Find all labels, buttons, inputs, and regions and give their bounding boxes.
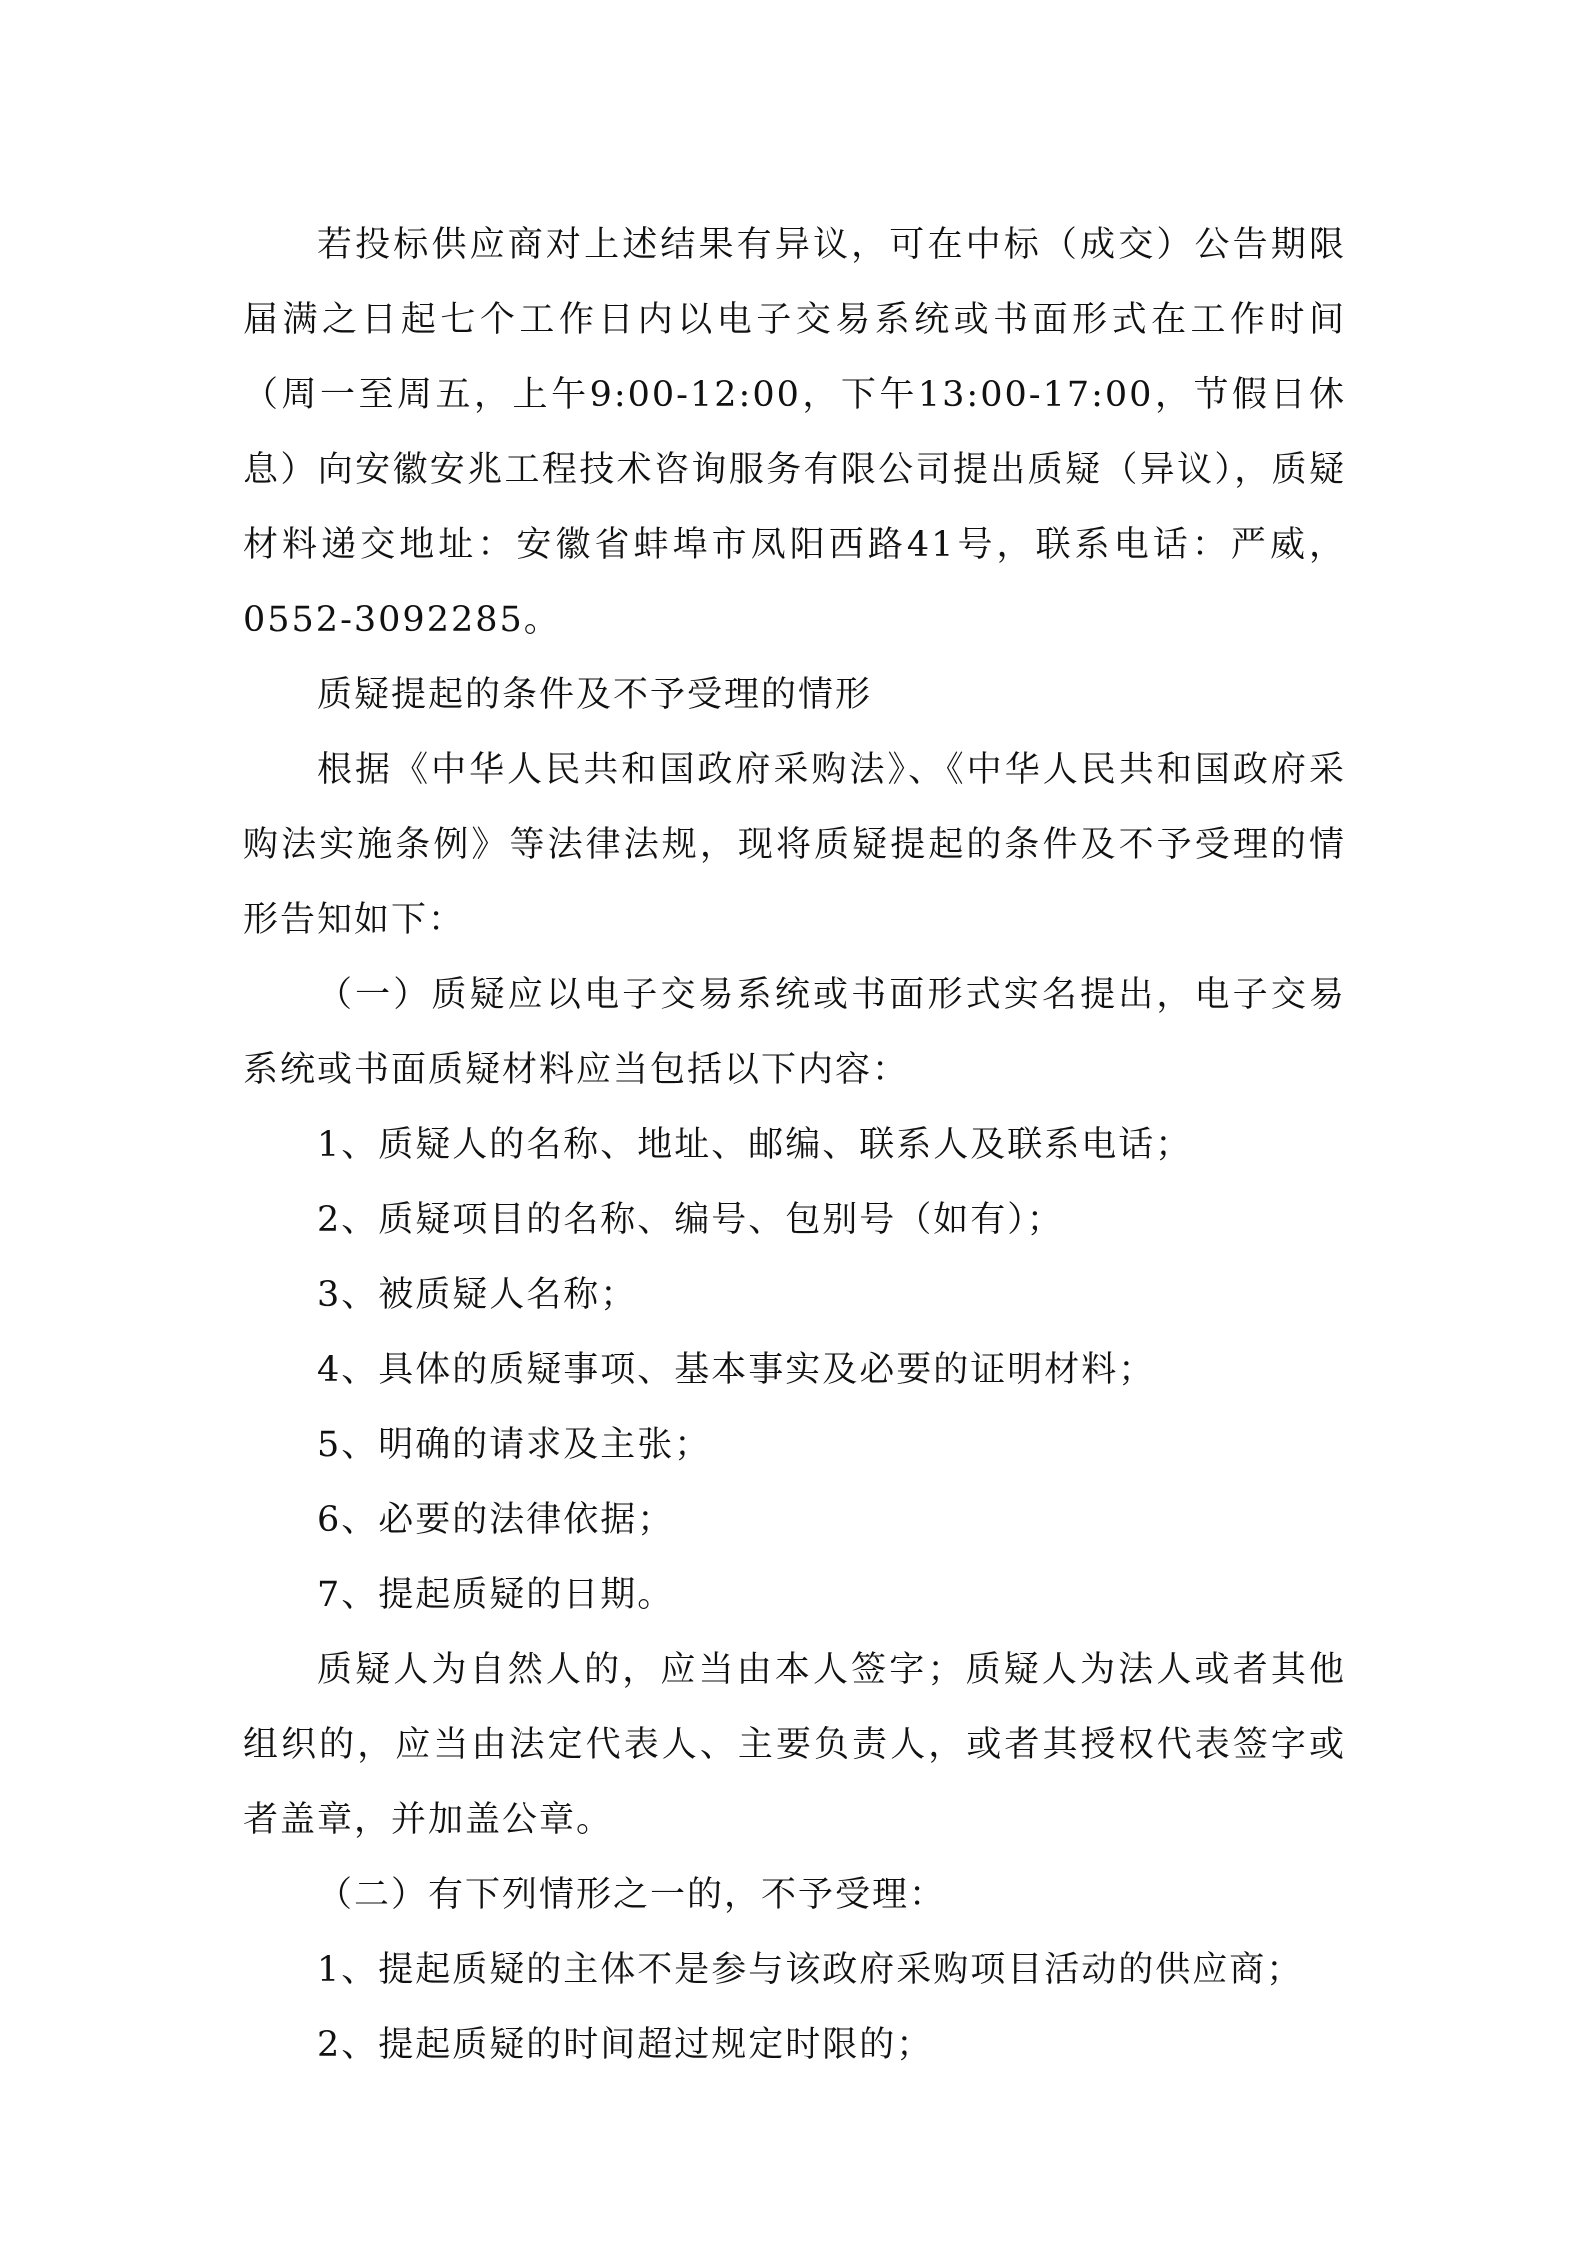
document-body: [243, 208, 1346, 2083]
list-item: 3、被质疑人名称；: [317, 1275, 638, 1315]
list-item: 2、提起质疑的时间超过规定时限的；: [317, 2025, 934, 2065]
list-item: 1、提起质疑的主体不是参与该政府采购项目活动的供应商；: [317, 1950, 1304, 1990]
list-item: 5、明确的请求及主张；: [317, 1425, 712, 1465]
list-item: 1、质疑人的名称、地址、邮编、联系人及联系电话；: [317, 1125, 1193, 1165]
objection-notice-paragraph: 若投标供应商对上述结果有异议，可在中标（成交）公告期限届满之日起七个工作日内以电子交易系统或书面形式在工作时间（周一至周五，上午9:00-12:00，下午13:00-17:00，节假日休息）向安徽安兆工程技术咨询服务有限公司提出质疑（异议），质疑材料递交地址：安徽省蚌埠市凤阳西路41号，联系电话：严威，0552-3092285。: [243, 225, 1346, 640]
legal-basis-paragraph: 根据《中华人民共和国政府采购法》、《中华人民共和国政府采购法实施条例》等法律法规，现将质疑提起的条件及不予受理的情形告知如下：: [243, 750, 1346, 940]
signature-requirement-paragraph: 质疑人为自然人的，应当由本人签字；质疑人为法人或者其他组织的，应当由法定代表人、主要负责人，或者其授权代表签字或者盖章，并加盖公章。: [243, 1650, 1346, 1840]
list-item: 7、提起质疑的日期。: [317, 1575, 675, 1615]
list-item: 6、必要的法律依据；: [317, 1500, 675, 1540]
section-heading-conditions: 质疑提起的条件及不予受理的情形: [317, 675, 873, 715]
list-item: 2、质疑项目的名称、编号、包别号（如有）；: [317, 1200, 1064, 1240]
list-item: 4、具体的质疑事项、基本事实及必要的证明材料；: [317, 1350, 1156, 1390]
requirement-two-paragraph: （二）有下列情形之一的，不予受理：: [317, 1875, 947, 1915]
requirement-one-paragraph: （一）质疑应以电子交易系统或书面形式实名提出，电子交易系统或书面质疑材料应当包括以下内容：: [243, 975, 1346, 1090]
